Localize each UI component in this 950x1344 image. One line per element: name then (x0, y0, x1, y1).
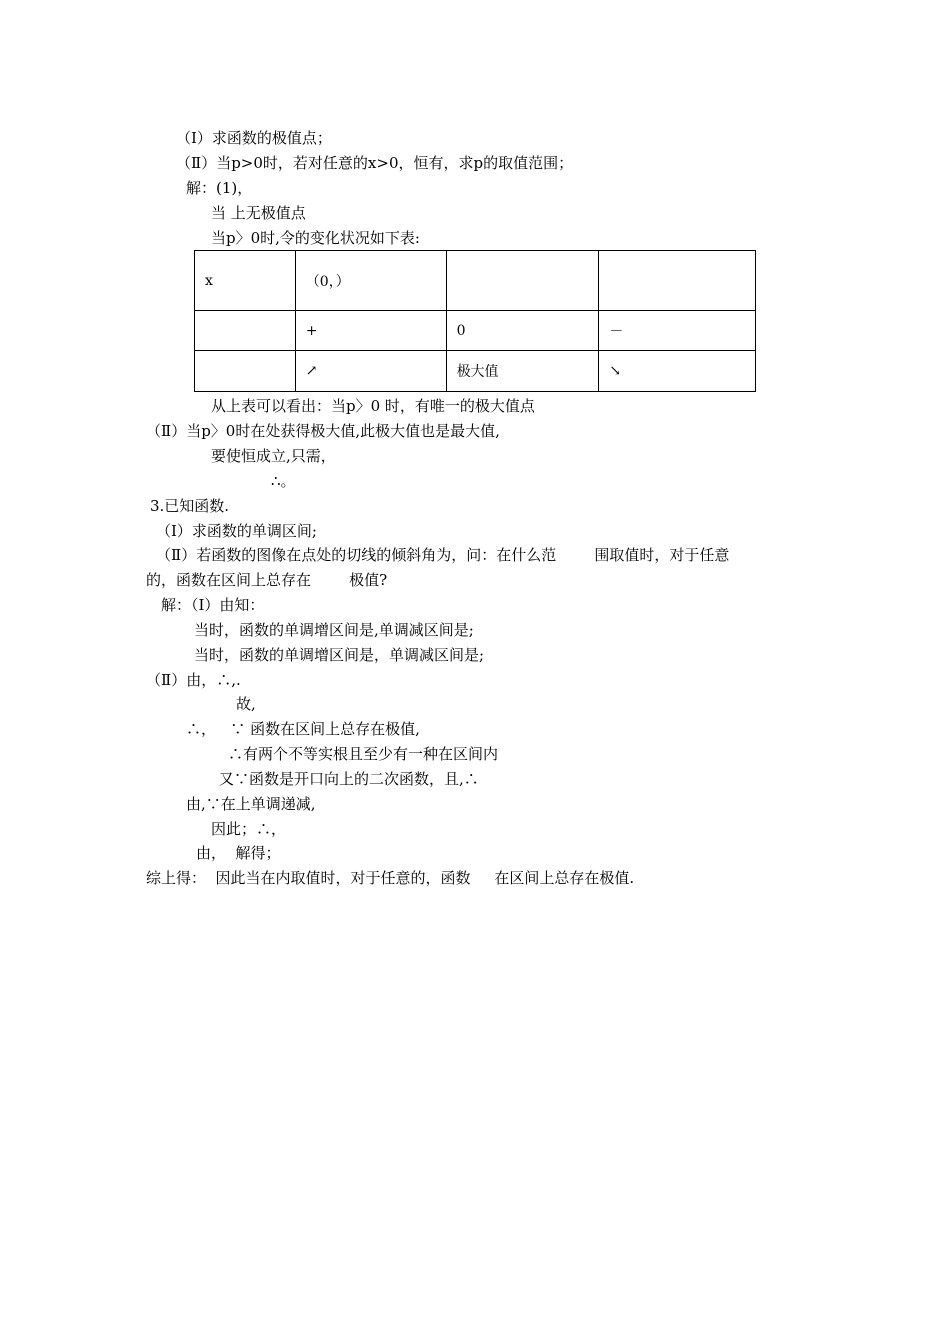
text-line-10: 3.已知函数. (150, 497, 230, 515)
table-cell (599, 251, 756, 311)
table-cell (446, 251, 599, 311)
text-line-4: 当 上无极值点 (211, 204, 306, 222)
text-line-5: 当p〉0时,令的变化状况如下表: (211, 229, 420, 247)
table-cell: ↘ (599, 351, 756, 392)
text-line-16: 当时，函数的单调增区间是，单调减区间是; (194, 646, 485, 664)
text-line-25: 综上得： 因此当在内取值时，对于任意的，函数 在区间上总存在极值. (146, 869, 635, 887)
table-row (195, 311, 756, 351)
text-line-7: （Ⅱ）当p〉0时在处获得极大值,此极大值也是最大值, (146, 422, 500, 440)
table-cell: （0，） (295, 251, 446, 311)
table-cell (195, 351, 296, 392)
text-line-3: 解：(1)， (186, 179, 253, 197)
text-line-12: （Ⅱ）若函数的图像在点处的切线的倾斜角为，问：在什么范 围取值时，对于任意 (156, 546, 730, 564)
table-cell: x (195, 251, 296, 311)
text-line-15: 当时，函数的单调增区间是,单调减区间是; (194, 621, 474, 639)
text-line-19: ∴， ∵ 函数在区间上总存在极值, (186, 720, 420, 738)
table-cell: + (295, 311, 446, 351)
text-line-13: 的，函数在区间上总存在 极值? (146, 571, 388, 589)
table-cell: 极大值 (446, 351, 599, 392)
table-row (195, 351, 756, 392)
text-line-6: 从上表可以看出：当p〉0 时，有唯一的极大值点 (211, 397, 535, 415)
text-line-22: 由,∵在上单调递减, (186, 795, 316, 813)
text-line-24: 由， 解得； (196, 844, 281, 862)
text-line-17: （Ⅱ）由，∴,. (146, 671, 241, 689)
text-line-23: 因此；∴， (211, 820, 287, 838)
text-line-9: ∴。 (271, 472, 296, 490)
table-cell (195, 311, 296, 351)
table-cell: 0 (446, 311, 599, 351)
text-line-18: 故, (236, 695, 256, 713)
text-line-14: 解：（Ⅰ）由知： (161, 596, 265, 614)
text-line-21: 又∵函数是开口向上的二次函数，且,∴ (219, 770, 479, 788)
table-row (195, 251, 756, 311)
table-cell: － (599, 311, 756, 351)
text-line-20: ∴有两个不等实根且至少有一种在区间内 (228, 745, 499, 763)
variation-table (194, 250, 756, 392)
text-line-2: （Ⅱ）当p>0时，若对任意的x>0，恒有，求p的取值范围； (176, 154, 574, 172)
text-line-8: 要使恒成立,只需， (211, 447, 336, 465)
text-line-11: （Ⅰ）求函数的单调区间; (156, 522, 317, 540)
table-cell: ↗ (295, 351, 446, 392)
text-line-1: （Ⅰ）求函数的极值点； (176, 129, 332, 147)
